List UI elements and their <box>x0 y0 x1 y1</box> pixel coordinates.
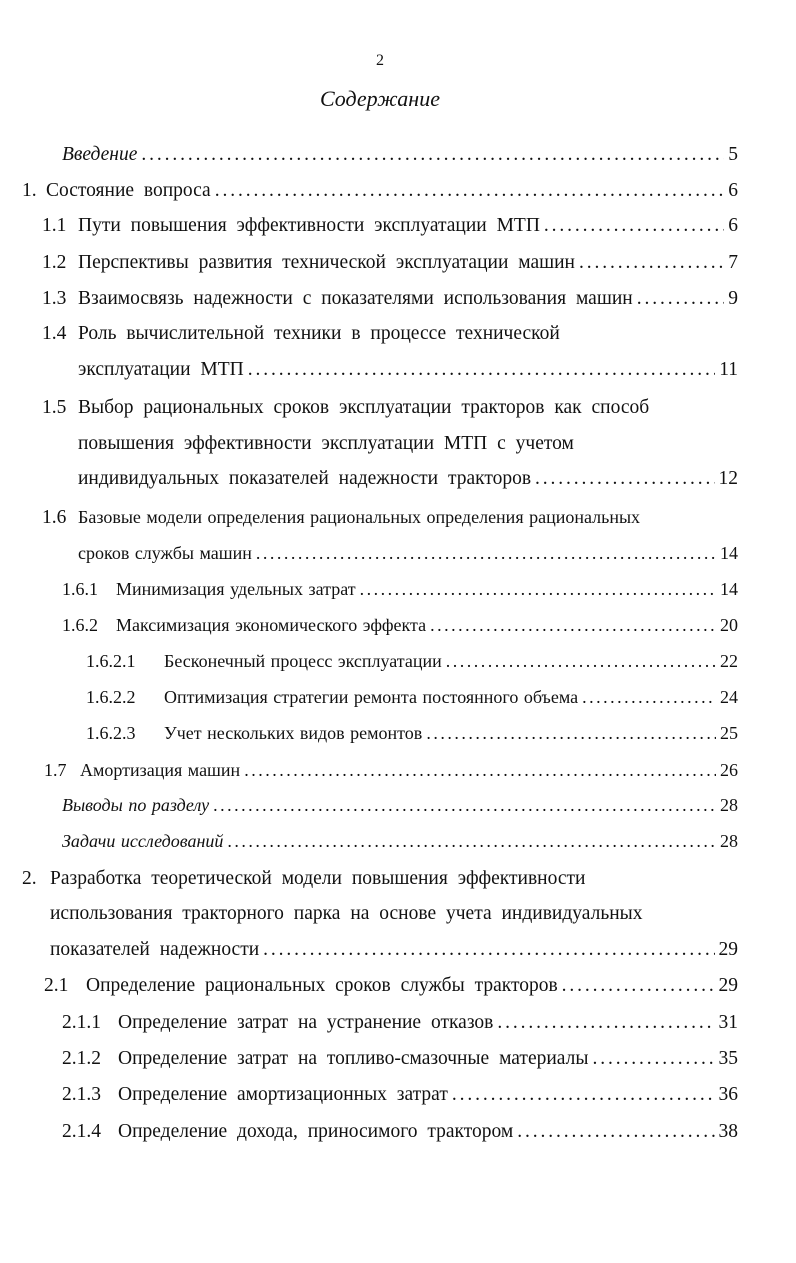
dot-leader <box>213 790 716 820</box>
toc-entry-number: 1.2 <box>42 252 67 273</box>
toc-entry-introduction[interactable] <box>62 140 738 170</box>
dot-leader <box>215 176 725 206</box>
toc-entry-1-5-continuation-1 <box>78 429 738 459</box>
toc-page-number: 14 <box>720 579 738 599</box>
toc-entry-1-5-continuation-2[interactable] <box>78 464 738 494</box>
toc-entry-1-6-2-1[interactable] <box>86 646 738 676</box>
toc-entry-text: Перспективы развития технической эксплуатации машин <box>78 252 575 273</box>
toc-entry-number: 2.1 <box>44 975 69 996</box>
toc-entry-text: Бесконечный процесс эксплуатации <box>164 651 442 671</box>
dot-leader <box>227 826 716 856</box>
toc-entry-1-6-continuation[interactable] <box>78 538 738 568</box>
toc-entry-1-4-continuation[interactable] <box>78 355 738 385</box>
toc-page-number: 20 <box>720 615 738 635</box>
toc-entry-text: Выводы по разделу <box>62 795 210 815</box>
toc-entry-number: 1.6.1 <box>62 579 98 599</box>
toc-page-number: 36 <box>718 1084 738 1105</box>
dot-leader <box>497 1008 714 1038</box>
dot-leader <box>248 355 715 385</box>
page-title: Содержание <box>319 86 440 111</box>
toc-entry-2-1-3[interactable] <box>62 1080 738 1110</box>
toc-page-number: 22 <box>720 651 738 671</box>
toc-entry-1-7[interactable] <box>44 755 738 785</box>
toc-entry-1-1[interactable] <box>42 211 738 241</box>
toc-entry-number: 1.1 <box>42 215 67 236</box>
toc-entry-text: индивидуальных показателей надежности тракторов <box>78 468 532 489</box>
toc-page-number: 31 <box>718 1012 738 1033</box>
toc-page-number: 29 <box>718 939 738 960</box>
toc-entry-number: 1.4 <box>42 323 67 344</box>
dot-leader <box>517 1117 714 1147</box>
toc-entry-text: Базовые модели определения рациональных определения рациональных <box>78 507 641 527</box>
toc-page-number: 12 <box>718 468 738 489</box>
toc-entry-text: Разработка теоретической модели повышения эффективности <box>50 868 586 889</box>
toc-entry-conclusions[interactable] <box>62 790 738 820</box>
toc-entry-1-5[interactable] <box>42 393 738 423</box>
toc-entry-text: Выбор рациональных сроков эксплуатации тракторов как способ <box>78 397 650 418</box>
toc-entry-1-3[interactable] <box>42 284 738 314</box>
toc-page-number: 24 <box>720 687 738 707</box>
toc-entry-2-1-2[interactable] <box>62 1044 738 1074</box>
toc-entry-text: Определение затрат на устранение отказов <box>118 1012 494 1033</box>
toc-entry-1-6-1[interactable] <box>62 574 738 604</box>
toc-entry-1-6-2-2[interactable] <box>86 682 738 712</box>
dot-leader <box>452 1080 715 1110</box>
toc-page-number: 5 <box>728 144 738 165</box>
toc-page-number: 29 <box>718 975 738 996</box>
toc-entry-text: показателей надежности <box>50 939 260 960</box>
dot-leader <box>535 464 714 494</box>
toc-entry-2-1[interactable] <box>44 971 738 1001</box>
toc-entry-number: 1.6.2.3 <box>86 723 136 743</box>
toc-entry-2-1-4[interactable] <box>62 1117 738 1147</box>
toc-entry-text: Максимизация экономического эффекта <box>116 615 427 635</box>
toc-entry-1-6-2-3[interactable] <box>86 718 738 748</box>
toc-entry-1[interactable] <box>22 176 738 206</box>
toc-entry-text: Состояние вопроса <box>46 180 211 201</box>
page-number: 2 <box>376 52 384 69</box>
toc-page-number: 26 <box>720 760 738 780</box>
toc-entry-2[interactable] <box>22 864 738 894</box>
dot-leader <box>446 646 716 676</box>
toc-entry-text: Определение амортизационных затрат <box>118 1084 448 1105</box>
toc-entry-number: 2.1.4 <box>62 1121 101 1142</box>
toc-entry-number: 2.1.1 <box>62 1012 101 1033</box>
toc-page-number: 38 <box>718 1121 738 1142</box>
toc-entry-1-4[interactable] <box>42 319 738 349</box>
toc-page-number: 7 <box>728 252 738 273</box>
toc-page-number: 35 <box>718 1048 738 1069</box>
dot-leader <box>562 971 715 1001</box>
toc-entry-text: Определение рациональных сроков службы тракторов <box>86 975 558 996</box>
dot-leader <box>244 755 716 785</box>
dot-leader <box>637 284 725 314</box>
dot-leader <box>256 538 716 568</box>
toc-entry-text: сроков службы машин <box>78 543 252 563</box>
toc-entry-number: 2.1.3 <box>62 1084 101 1105</box>
dot-leader <box>592 1044 714 1074</box>
toc-entry-2-continuation-2[interactable] <box>50 935 738 965</box>
toc-entry-2-1-1[interactable] <box>62 1008 738 1038</box>
toc-page-number: 28 <box>720 795 738 815</box>
toc-entry-text: Роль вычислительной техники в процессе технической <box>78 323 560 344</box>
toc-entry-text: Введение <box>62 144 138 165</box>
toc-entry-text: Оптимизация стратегии ремонта постоянного объема <box>164 687 579 707</box>
toc-page-number: 25 <box>720 723 738 743</box>
toc-entry-number: 2. <box>22 868 37 889</box>
toc-entry-2-continuation-1 <box>50 899 738 929</box>
toc-page-number: 9 <box>728 288 738 309</box>
toc-entry-number: 1. <box>22 180 37 201</box>
dot-leader <box>426 718 716 748</box>
toc-page-number: 28 <box>720 831 738 851</box>
toc-entry-research-tasks[interactable] <box>62 826 738 856</box>
toc-page-number: 11 <box>719 359 738 380</box>
toc-entry-1-6[interactable] <box>42 502 738 532</box>
toc-entry-number: 1.5 <box>42 397 67 418</box>
toc-entry-1-2[interactable] <box>42 248 738 278</box>
toc-entry-text: Определение дохода, приносимого трактором <box>118 1121 514 1142</box>
dot-leader <box>141 140 724 170</box>
toc-entry-text: Задачи исследований <box>62 831 224 851</box>
dot-leader <box>579 248 724 278</box>
toc-entry-text: Определение затрат на топливо-смазочные материалы <box>118 1048 589 1069</box>
toc-entry-number: 1.3 <box>42 288 67 309</box>
toc-entry-1-6-2[interactable] <box>62 610 738 640</box>
dot-leader <box>360 574 716 604</box>
dot-leader <box>263 935 714 965</box>
toc-entry-text: повышения эффективности эксплуатации МТП с учетом <box>78 433 574 454</box>
toc-entry-text: Учет нескольких видов ремонтов <box>164 723 423 743</box>
dot-leader <box>582 682 716 712</box>
toc-entry-text: Взаимосвязь надежности с показателями использования машин <box>78 288 633 309</box>
toc-entry-number: 1.6 <box>42 507 67 528</box>
toc-entry-number: 1.7 <box>44 760 67 780</box>
toc-entry-text: использования тракторного парка на основе учета индивидуальных <box>50 903 643 924</box>
toc-entry-number: 1.6.2 <box>62 615 98 635</box>
toc-entry-number: 1.6.2.1 <box>86 651 136 671</box>
toc-page-number: 14 <box>720 543 738 563</box>
toc-entry-number: 1.6.2.2 <box>86 687 136 707</box>
dot-leader <box>544 211 724 241</box>
toc-entry-text: Пути повышения эффективности эксплуатации МТП <box>78 215 540 236</box>
toc-entry-text: эксплуатации МТП <box>78 359 244 380</box>
toc-entry-number: 2.1.2 <box>62 1048 101 1069</box>
toc-entry-text: Минимизация удельных затрат <box>116 579 356 599</box>
dot-leader <box>430 610 716 640</box>
toc-page-number: 6 <box>728 215 738 236</box>
toc-entry-text: Амортизация машин <box>80 760 241 780</box>
toc-page-number: 6 <box>728 180 738 201</box>
